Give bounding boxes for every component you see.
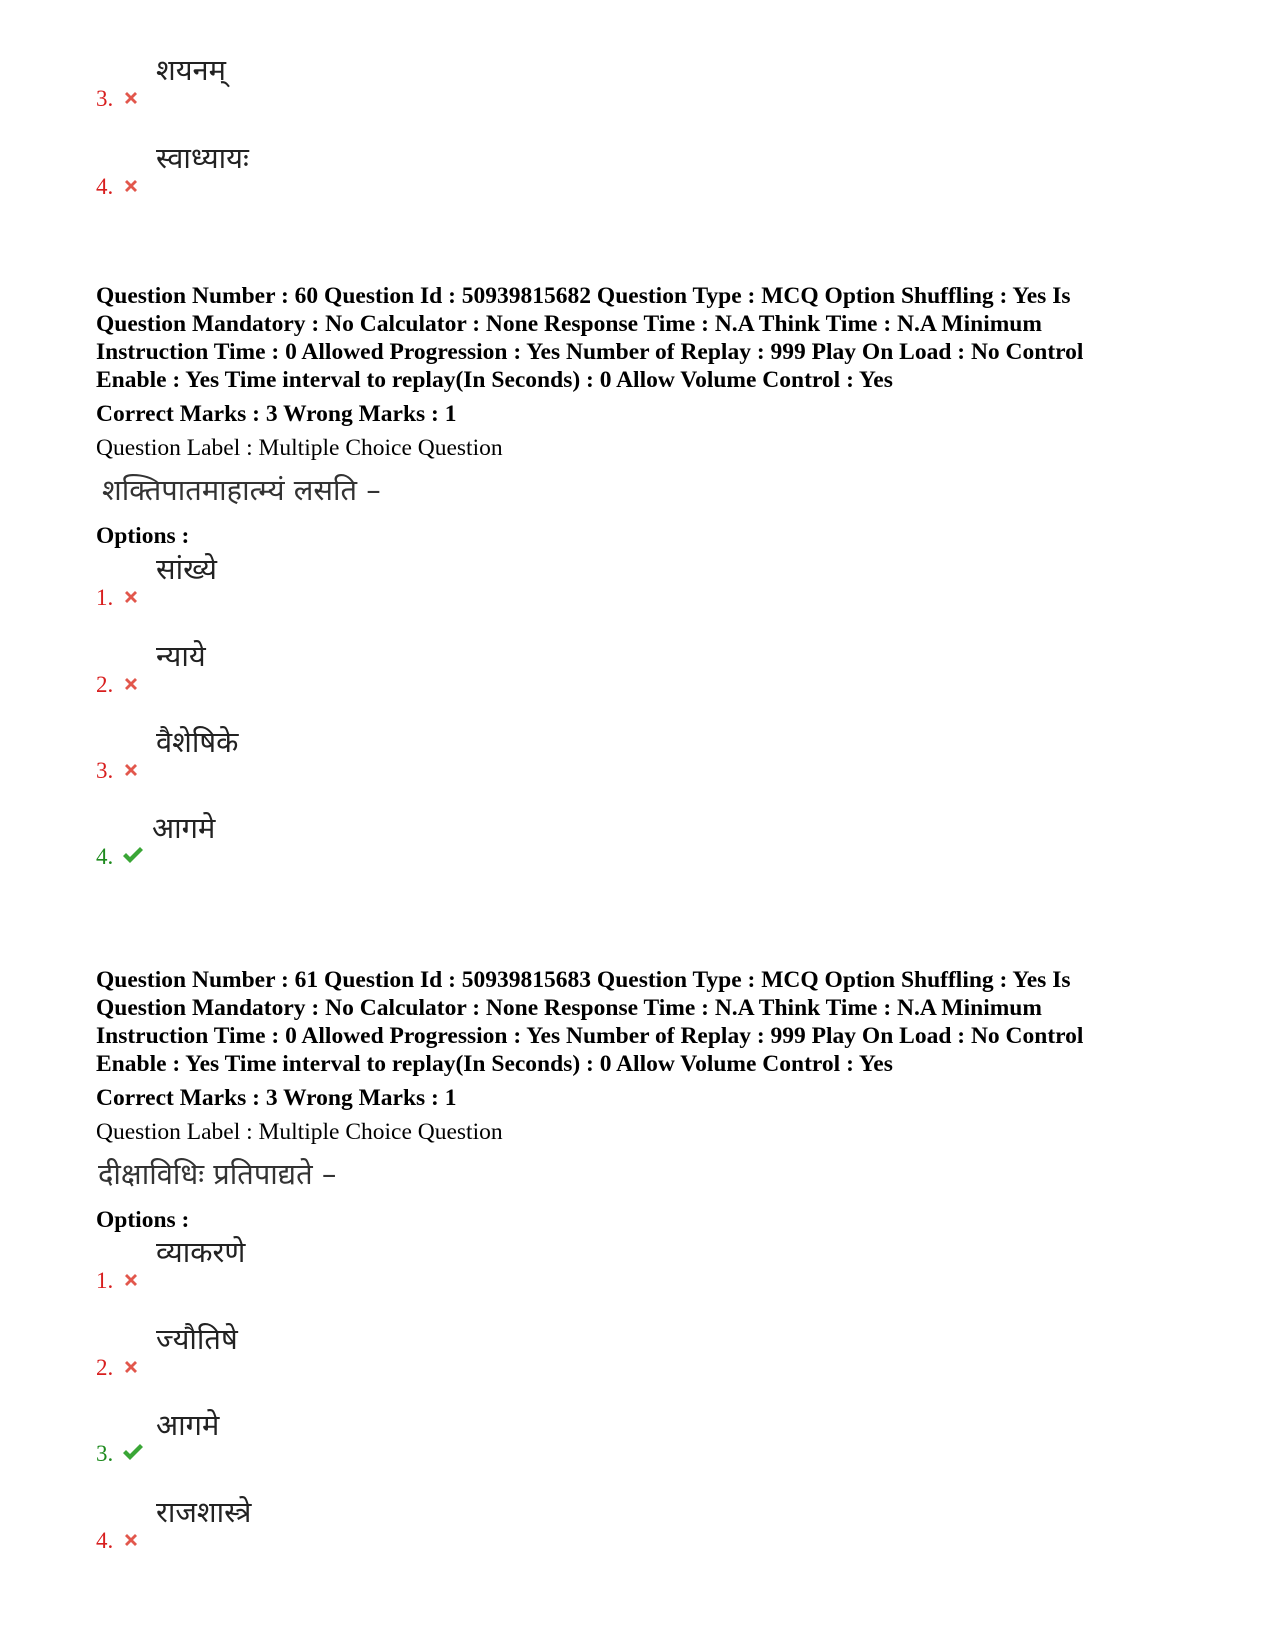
option-text: आगमे: [156, 1408, 220, 1442]
question-block-60: [96, 282, 1206, 550]
option-number: 3.: [96, 758, 114, 783]
option-text: न्याये: [156, 639, 206, 673]
option-row: [96, 1234, 696, 1294]
options-heading: Options :: [96, 1207, 190, 1233]
option-number: 4.: [96, 174, 114, 199]
option-text: शयनम्: [156, 53, 226, 87]
option-number: 2.: [96, 672, 114, 697]
check-mark-icon: [122, 845, 144, 865]
option-row: [96, 1494, 696, 1554]
meta-line: Question Number : 60 Question Id : 50939815682 Question Type : MCQ Option Shuffling : Yes Is: [96, 283, 1071, 309]
question-block-61: [96, 966, 1206, 1234]
meta-line: Question Number : 61 Question Id : 50939815683 Question Type : MCQ Option Shuffling : Yes Is: [96, 967, 1071, 993]
meta-line: Enable : Yes Time interval to replay(In Seconds) : 0 Allow Volume Control : Yes: [96, 367, 893, 393]
option-row: [96, 1321, 696, 1381]
cross-mark-icon: [122, 761, 140, 779]
option-row: [96, 52, 696, 112]
cross-mark-icon: [122, 177, 140, 195]
option-row: [96, 140, 696, 200]
question-label: Question Label : Multiple Choice Question: [96, 435, 503, 461]
option-text: ज्यौतिषे: [156, 1322, 238, 1356]
cross-mark-icon: [122, 675, 140, 693]
cross-mark-icon: [122, 89, 140, 107]
options-heading: Options :: [96, 523, 190, 549]
cross-mark-icon: [122, 1358, 140, 1376]
option-row: [96, 810, 696, 870]
meta-line: Instruction Time : 0 Allowed Progression : Yes Number of Replay : 999 Play On Load : No Control: [96, 339, 1084, 365]
meta-line: Question Mandatory : No Calculator : None Response Time : N.A Think Time : N.A Minimum: [96, 311, 1042, 337]
option-row: [96, 724, 696, 784]
meta-line: Instruction Time : 0 Allowed Progression : Yes Number of Replay : 999 Play On Load : No Control: [96, 1023, 1084, 1049]
option-text: राजशास्त्रे: [156, 1495, 252, 1529]
question-text: शक्तिपातमाहात्म्यं लसति –: [102, 473, 381, 507]
option-number: 1.: [96, 1268, 114, 1293]
question-text: दीक्षाविधिः प्रतिपाद्यते –: [98, 1157, 337, 1191]
meta-line: Enable : Yes Time interval to replay(In Seconds) : 0 Allow Volume Control : Yes: [96, 1051, 893, 1077]
option-text: वैशेषिके: [156, 725, 239, 759]
question-marks: Correct Marks : 3 Wrong Marks : 1: [96, 1085, 457, 1111]
option-number: 4.: [96, 1528, 114, 1553]
question-label: Question Label : Multiple Choice Question: [96, 1119, 503, 1145]
option-text: आगमे: [152, 811, 216, 845]
question-meta: [96, 966, 1206, 1078]
check-mark-icon: [122, 1442, 144, 1462]
question-meta: [96, 282, 1206, 394]
cross-mark-icon: [122, 1531, 140, 1549]
option-text: व्याकरणे: [156, 1235, 246, 1269]
option-row: [96, 551, 696, 611]
option-number: 2.: [96, 1355, 114, 1380]
meta-line: Question Mandatory : No Calculator : None Response Time : N.A Think Time : N.A Minimum: [96, 995, 1042, 1021]
option-text: सांख्ये: [156, 552, 217, 586]
cross-mark-icon: [122, 588, 140, 606]
option-text: स्वाध्यायः: [156, 141, 249, 175]
option-number: 1.: [96, 585, 114, 610]
option-row: [96, 638, 696, 698]
question-marks: Correct Marks : 3 Wrong Marks : 1: [96, 401, 457, 427]
cross-mark-icon: [122, 1271, 140, 1289]
option-number: 3.: [96, 86, 114, 111]
option-row: [96, 1407, 696, 1467]
option-number: 4.: [96, 844, 114, 869]
option-number: 3.: [96, 1441, 114, 1466]
